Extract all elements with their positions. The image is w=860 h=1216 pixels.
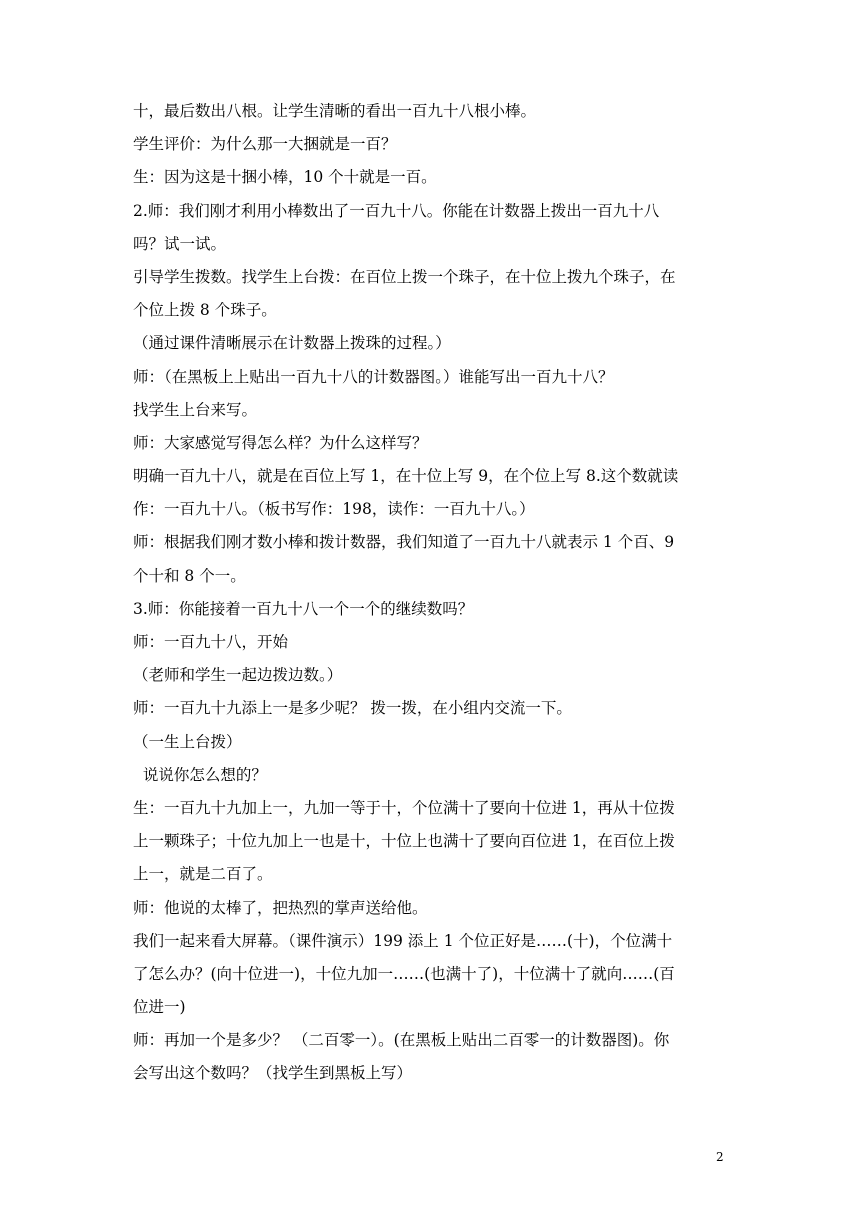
text-line: 师：一百九十八，开始 xyxy=(133,633,289,651)
text-line: 师：（在黑板上上贴出一百九十八的计数器图。）谁能写出一百九十八？ xyxy=(133,367,614,386)
text-line: 说说你怎么想的？ xyxy=(133,765,267,784)
text-line: 师：再加一个是多少？ （二百零一）。(在黑板上贴出二百零一的计数器图)。你 xyxy=(133,1031,670,1050)
text-line: 位进一) xyxy=(133,998,186,1017)
text-line: 找学生上台来写。 xyxy=(133,400,258,419)
body-text xyxy=(133,100,733,1096)
text-line: 学生评价：为什么那一大捆就是一百？ xyxy=(133,135,397,154)
text-line: 3.师：你能接着一百九十八一个一个的继续数吗？ xyxy=(133,599,474,618)
text-line: 引导学生拨数。找学生上台拨：在百位上拨一个珠子，在十位上拨九个珠子，在 xyxy=(133,267,676,286)
text-line: 了怎么办？(向十位进一)，十位九加一……(也满十了)，十位满十了就向……(百 xyxy=(133,964,675,983)
text-line: 师：根据我们刚才数小棒和拨计数器，我们知道了一百九十八就表示 1 个百、9 xyxy=(133,533,675,552)
text-line: 上一，就是二百了。 xyxy=(133,865,273,884)
text-line: 作：一百九十八。（板书写作：198，读作：一百九十八。） xyxy=(133,500,535,519)
text-line: 我们一起来看大屏幕。（课件演示）199 添上 1 个位正好是……(十)，个位满十 xyxy=(133,931,673,950)
text-line: 上一颗珠子；十位九加上一也是十，十位上也满十了要向百位进 1，在百位上拨 xyxy=(133,832,675,851)
text-line: 十，最后数出八根。让学生清晰的看出一百九十八根小棒。 xyxy=(133,102,537,120)
text-line: 生：一百九十九加上一，九加一等于十，个位满十了要向十位进 1，再从十位拨 xyxy=(133,798,675,817)
text-line: 明确一百九十八，就是在百位上写 1，在十位上写 9，在个位上写 8.这个数就读 xyxy=(133,467,679,486)
text-line: 师：一百九十九添上一是多少呢？ 拨一拨，在小组内交流一下。 xyxy=(133,699,572,718)
text-line: 师：大家感觉写得怎么样？为什么这样写？ xyxy=(133,433,428,452)
text-line: （一生上台拨） xyxy=(133,732,242,751)
page-number: 2 xyxy=(716,1150,724,1164)
text-line: 2.师：我们刚才利用小棒数出了一百九十八。你能在计数器上拨出一百九十八 xyxy=(133,201,660,220)
text-line: 个位上拨 8 个珠子。 xyxy=(133,301,277,320)
text-line: （老师和学生一起边拨边数。） xyxy=(133,666,343,685)
text-line: 师：他说的太棒了，把热烈的掌声送给他。 xyxy=(133,898,428,917)
text-line: 吗？试一试。 xyxy=(133,234,227,253)
text-line: 生：因为这是十捆小棒，10 个十就是一百。 xyxy=(133,168,437,187)
text-line: 个十和 8 个一。 xyxy=(133,566,246,585)
text-line: 会写出这个数吗？（找学生到黑板上写） xyxy=(133,1064,413,1083)
text-line: （通过课件清晰展示在计数器上拨珠的过程。） xyxy=(133,334,451,353)
